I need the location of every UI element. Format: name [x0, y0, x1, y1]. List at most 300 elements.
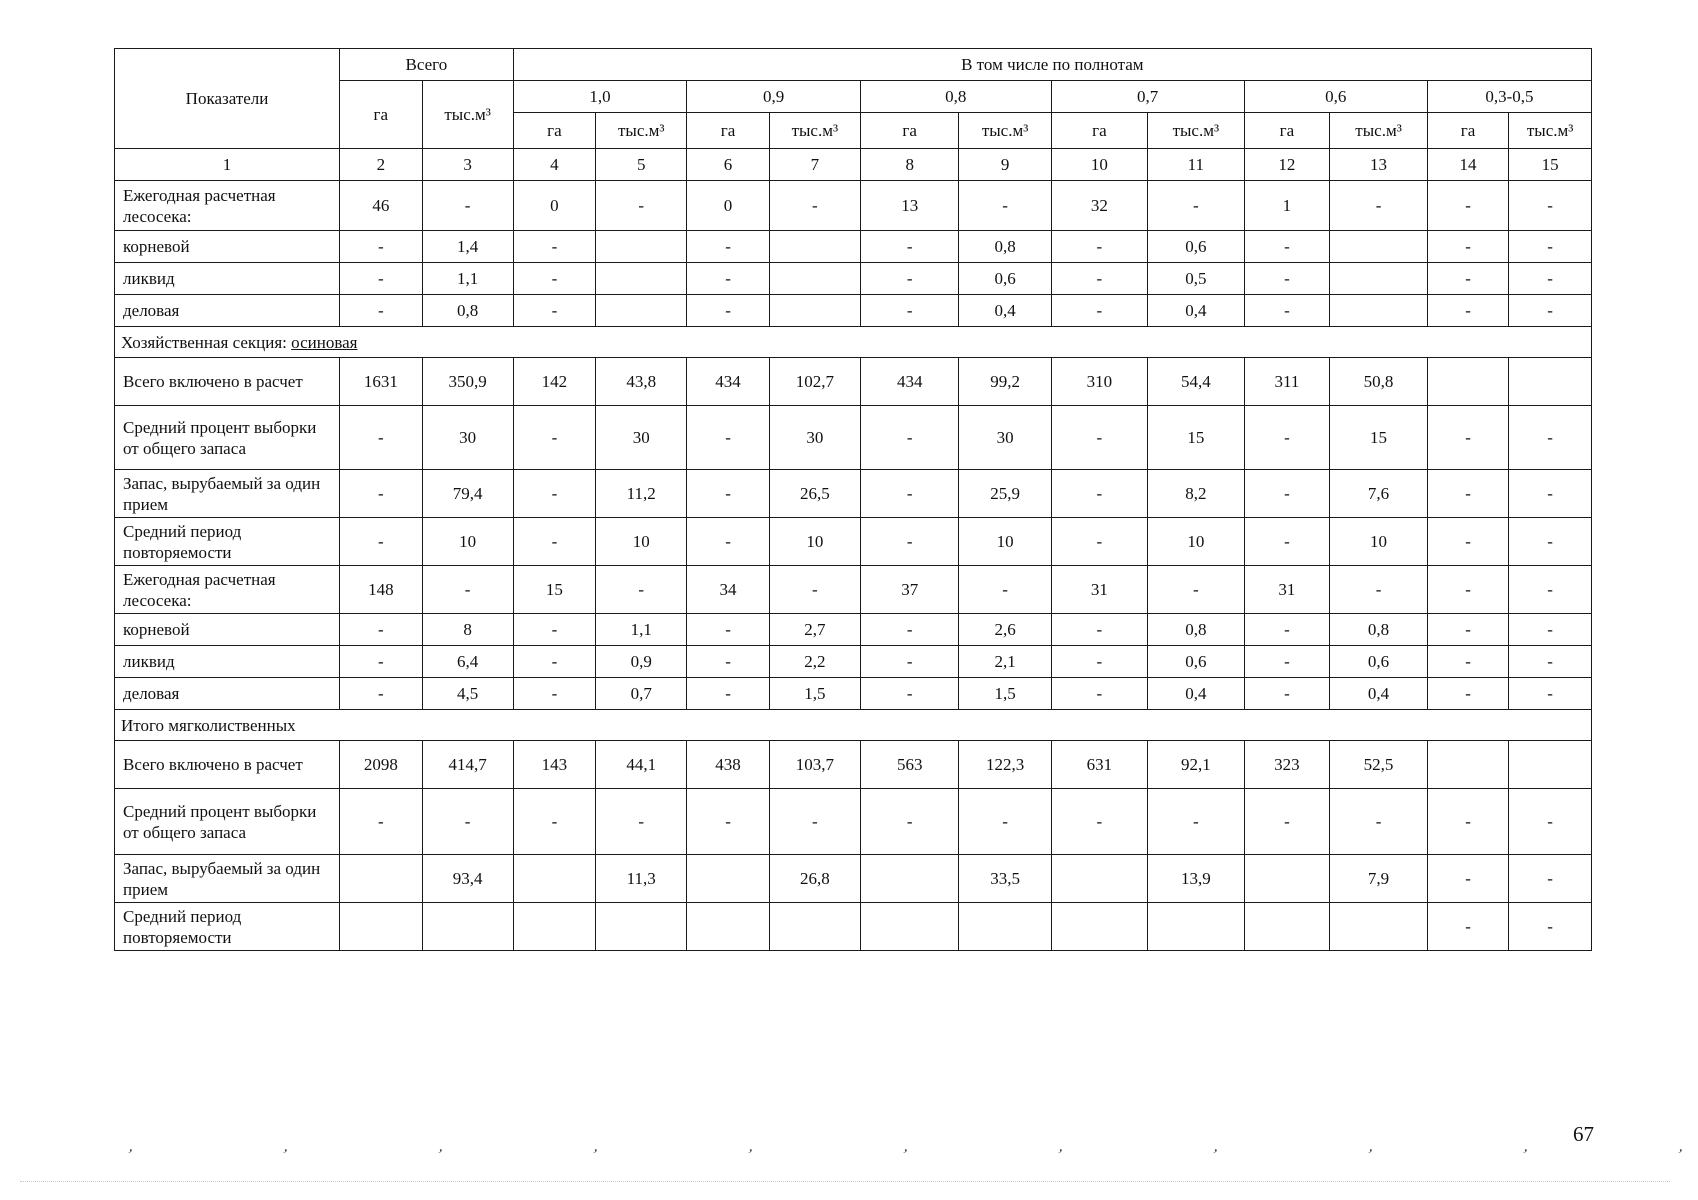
table-cell [687, 903, 770, 951]
table-cell [687, 855, 770, 903]
table-cell: - [860, 406, 959, 470]
table-cell: 0,6 [959, 263, 1051, 295]
table-cell: 563 [860, 741, 959, 789]
table-cell: 54,4 [1148, 358, 1244, 406]
table-cell: - [596, 181, 687, 231]
table-cell: 30 [422, 406, 513, 470]
table-cell: 10 [1148, 518, 1244, 566]
table-row [115, 295, 1592, 327]
table-cell: - [1244, 263, 1330, 295]
header-volume: тыс.м³ [1509, 113, 1592, 149]
table-row [115, 358, 1592, 406]
table-cell: - [340, 470, 423, 518]
table-cell [860, 855, 959, 903]
table-cell: - [1509, 678, 1592, 710]
table-cell: 0,4 [959, 295, 1051, 327]
table-cell: - [959, 789, 1051, 855]
table-cell: - [1509, 406, 1592, 470]
header-volume: тыс.м³ [1330, 113, 1428, 149]
table-cell: 102,7 [769, 358, 860, 406]
table-cell: - [1427, 566, 1508, 614]
header-ha: га [1427, 113, 1508, 149]
table-cell: 323 [1244, 741, 1330, 789]
table-cell: 1,5 [959, 678, 1051, 710]
header-volume: тыс.м³ [769, 113, 860, 149]
table-cell: - [1509, 181, 1592, 231]
table-cell [1330, 231, 1428, 263]
table-row [115, 614, 1592, 646]
table-cell [596, 263, 687, 295]
column-number: 3 [422, 149, 513, 181]
table-cell: 434 [687, 358, 770, 406]
table-cell: - [1244, 614, 1330, 646]
table-cell: 10 [422, 518, 513, 566]
table-cell: 7,9 [1330, 855, 1428, 903]
table-cell [1509, 741, 1592, 789]
table-cell: 6,4 [422, 646, 513, 678]
row-label: Запас, вырубаемый за один прием [115, 855, 340, 903]
table-row [115, 678, 1592, 710]
header-total-volume: тыс.м³ [422, 81, 513, 149]
table-cell: 34 [687, 566, 770, 614]
table-cell: 1,1 [422, 263, 513, 295]
header-density: 1,0 [513, 81, 687, 113]
row-label: Ежегодная расчетная лесосека: [115, 181, 340, 231]
table-cell: - [1244, 789, 1330, 855]
table-cell: 0 [513, 181, 596, 231]
table-cell: 0,5 [1148, 263, 1244, 295]
table-cell: - [513, 614, 596, 646]
table-cell [1330, 263, 1428, 295]
table-cell [340, 903, 423, 951]
table-cell: 0,8 [1330, 614, 1428, 646]
table-cell: 37 [860, 566, 959, 614]
table-cell: - [513, 678, 596, 710]
table-cell: - [687, 231, 770, 263]
table-cell: - [1427, 678, 1508, 710]
table-cell: - [1148, 181, 1244, 231]
table-cell: - [1509, 231, 1592, 263]
table-row [115, 518, 1592, 566]
column-number: 12 [1244, 149, 1330, 181]
column-number: 9 [959, 149, 1051, 181]
section-prefix: Хозяйственная секция: [121, 332, 292, 352]
table-cell: - [1509, 566, 1592, 614]
header-indicators: Показатели [115, 49, 340, 149]
table-cell: 46 [340, 181, 423, 231]
column-number: 6 [687, 149, 770, 181]
table-cell: 25,9 [959, 470, 1051, 518]
table-cell: - [860, 678, 959, 710]
table-cell: - [1427, 263, 1508, 295]
table-cell: 0,6 [1148, 231, 1244, 263]
column-number: 1 [115, 149, 340, 181]
table-cell: - [1148, 789, 1244, 855]
table-cell: 0,4 [1148, 295, 1244, 327]
table-cell: - [769, 789, 860, 855]
table-cell [1330, 295, 1428, 327]
table-cell: 10 [1330, 518, 1428, 566]
row-label: Средний период повторяемости [115, 518, 340, 566]
header-density: 0,3-0,5 [1427, 81, 1591, 113]
table-cell: 122,3 [959, 741, 1051, 789]
table-cell: 0,4 [1330, 678, 1428, 710]
table-cell [596, 903, 687, 951]
table-row [115, 741, 1592, 789]
table-cell: 10 [959, 518, 1051, 566]
table-cell [1051, 903, 1147, 951]
table-cell: 8,2 [1148, 470, 1244, 518]
table-cell: 414,7 [422, 741, 513, 789]
table-cell: 7,6 [1330, 470, 1428, 518]
table-cell: 15 [1148, 406, 1244, 470]
column-number: 11 [1148, 149, 1244, 181]
table-cell: - [596, 789, 687, 855]
soft-section-header [115, 710, 1592, 741]
table-cell: 15 [513, 566, 596, 614]
table-cell: - [1427, 903, 1508, 951]
table-row [115, 181, 1592, 231]
table-cell [769, 263, 860, 295]
table-cell: - [513, 406, 596, 470]
table-cell [1427, 741, 1508, 789]
table-cell: - [1244, 518, 1330, 566]
table-cell: - [687, 518, 770, 566]
row-label: Всего включено в расчет [115, 358, 340, 406]
table-cell: - [513, 518, 596, 566]
table-cell: - [340, 518, 423, 566]
table-cell: 30 [596, 406, 687, 470]
table-cell: - [422, 566, 513, 614]
table-cell: - [513, 231, 596, 263]
table-cell: 26,8 [769, 855, 860, 903]
table-cell: 10 [596, 518, 687, 566]
soft-rows-body [115, 741, 1592, 951]
table-cell: - [1427, 470, 1508, 518]
table-cell [596, 295, 687, 327]
table-cell: 350,9 [422, 358, 513, 406]
scan-marks: , , , , , , , , , , , [127, 1137, 1687, 1156]
header-total: Всего [340, 49, 514, 81]
table-cell: - [1427, 789, 1508, 855]
table-cell: 310 [1051, 358, 1147, 406]
header-density: 0,9 [687, 81, 861, 113]
table-cell: 52,5 [1330, 741, 1428, 789]
table-cell [860, 903, 959, 951]
table-cell [596, 231, 687, 263]
row-label: корневой [115, 231, 340, 263]
header-ha: га [1051, 113, 1147, 149]
table-cell: - [1244, 231, 1330, 263]
section-aspen-name: осиновая [291, 332, 358, 352]
table-row [115, 789, 1592, 855]
table-cell: 0,9 [596, 646, 687, 678]
table-cell: - [422, 181, 513, 231]
table-cell: - [1427, 231, 1508, 263]
header-density: 0,6 [1244, 81, 1427, 113]
table-cell: - [1427, 295, 1508, 327]
column-number: 4 [513, 149, 596, 181]
table-row [115, 263, 1592, 295]
table-cell: - [1244, 470, 1330, 518]
header-incl-by-density: В том числе по полнотам [513, 49, 1591, 81]
table-cell: - [1244, 295, 1330, 327]
scan-artifact-line [20, 1181, 1670, 1182]
header-ha: га [513, 113, 596, 149]
header-volume: тыс.м³ [959, 113, 1051, 149]
table-cell: - [687, 646, 770, 678]
table-cell: 0 [687, 181, 770, 231]
table-cell: 31 [1244, 566, 1330, 614]
table-cell: - [1427, 646, 1508, 678]
table-cell: 103,7 [769, 741, 860, 789]
table-cell: 0,8 [1148, 614, 1244, 646]
table-cell: 2098 [340, 741, 423, 789]
table-cell: 2,7 [769, 614, 860, 646]
table-cell: - [422, 789, 513, 855]
table-cell: 10 [769, 518, 860, 566]
table-cell: - [1051, 646, 1147, 678]
table-cell: 11,3 [596, 855, 687, 903]
forest-data-table [114, 48, 1592, 951]
table-cell: - [513, 789, 596, 855]
row-label: деловая [115, 678, 340, 710]
row-label: Средний процент выборки от общего запаса [115, 789, 340, 855]
table-cell: - [1051, 263, 1147, 295]
table-row [115, 406, 1592, 470]
table-cell: 143 [513, 741, 596, 789]
table-cell: - [959, 181, 1051, 231]
table-cell [340, 855, 423, 903]
table-cell: 50,8 [1330, 358, 1428, 406]
column-number: 5 [596, 149, 687, 181]
row-label: Средний период повторяемости [115, 903, 340, 951]
table-cell: - [340, 789, 423, 855]
table-cell: 148 [340, 566, 423, 614]
table-cell: - [1330, 566, 1428, 614]
row-label: Всего включено в расчет [115, 741, 340, 789]
table-cell: - [340, 231, 423, 263]
table-cell: 0,8 [422, 295, 513, 327]
page-number: 67 [1573, 1122, 1594, 1146]
table-cell: - [1051, 470, 1147, 518]
table-cell: 2,6 [959, 614, 1051, 646]
row-label: Средний процент выборки от общего запаса [115, 406, 340, 470]
table-cell: - [1509, 518, 1592, 566]
table-cell: 1631 [340, 358, 423, 406]
table-cell: 99,2 [959, 358, 1051, 406]
header-total-ha: га [340, 81, 423, 149]
table-cell: - [340, 406, 423, 470]
table-cell [1427, 358, 1508, 406]
table-cell: - [1148, 566, 1244, 614]
table-cell: - [687, 406, 770, 470]
table-cell: 30 [769, 406, 860, 470]
row-label: ликвид [115, 646, 340, 678]
table-cell: - [687, 614, 770, 646]
table-row [115, 566, 1592, 614]
header-density: 0,8 [860, 81, 1051, 113]
table-cell: 1,1 [596, 614, 687, 646]
table-row [115, 646, 1592, 678]
column-number: 7 [769, 149, 860, 181]
row-label: корневой [115, 614, 340, 646]
table-cell: - [340, 295, 423, 327]
column-number: 10 [1051, 149, 1147, 181]
table-cell: 0,7 [596, 678, 687, 710]
table-cell: 631 [1051, 741, 1147, 789]
table-cell: - [1051, 789, 1147, 855]
table-cell [769, 903, 860, 951]
table-cell: 438 [687, 741, 770, 789]
table-cell: 1,5 [769, 678, 860, 710]
table-cell [422, 903, 513, 951]
table-cell: 15 [1330, 406, 1428, 470]
table-cell: - [513, 646, 596, 678]
table-cell: - [596, 566, 687, 614]
table-cell: - [1244, 646, 1330, 678]
header-volume: тыс.м³ [596, 113, 687, 149]
table-cell [769, 231, 860, 263]
table-cell: 0,8 [959, 231, 1051, 263]
table-cell: 0,6 [1148, 646, 1244, 678]
table-cell: - [860, 263, 959, 295]
table-cell: - [1509, 903, 1592, 951]
table-cell: - [1509, 855, 1592, 903]
table-cell: - [959, 566, 1051, 614]
table-cell: - [1427, 614, 1508, 646]
table-cell: - [1330, 789, 1428, 855]
table-cell: - [1244, 406, 1330, 470]
column-number: 2 [340, 149, 423, 181]
header-density: 0,7 [1051, 81, 1244, 113]
table-cell: 26,5 [769, 470, 860, 518]
column-number-row [115, 149, 1592, 181]
row-label: Запас, вырубаемый за один прием [115, 470, 340, 518]
table-cell: 92,1 [1148, 741, 1244, 789]
header-ha: га [860, 113, 959, 149]
table-cell: 1 [1244, 181, 1330, 231]
table-cell: - [1051, 295, 1147, 327]
table-cell: - [1509, 646, 1592, 678]
table-cell: 11,2 [596, 470, 687, 518]
table-cell: - [860, 518, 959, 566]
table-cell: - [1509, 614, 1592, 646]
table-cell: 1,4 [422, 231, 513, 263]
table-cell: - [1427, 181, 1508, 231]
table-cell: - [1509, 470, 1592, 518]
table-cell [1051, 855, 1147, 903]
column-number: 14 [1427, 149, 1508, 181]
table-cell: 434 [860, 358, 959, 406]
table-cell: - [687, 470, 770, 518]
table-cell: - [687, 789, 770, 855]
table-cell: 32 [1051, 181, 1147, 231]
table-cell: 33,5 [959, 855, 1051, 903]
table-row [115, 231, 1592, 263]
table-cell: - [340, 614, 423, 646]
table-cell [1244, 903, 1330, 951]
table-cell: - [513, 295, 596, 327]
table-cell: - [1427, 518, 1508, 566]
table-cell: - [1427, 406, 1508, 470]
table-cell: 44,1 [596, 741, 687, 789]
table-cell: - [1509, 295, 1592, 327]
table-row [115, 855, 1592, 903]
table-cell: 0,4 [1148, 678, 1244, 710]
table-cell: - [1051, 231, 1147, 263]
table-cell: - [1051, 614, 1147, 646]
section-aspen-title [115, 327, 1592, 358]
table-cell: - [1051, 678, 1147, 710]
table-cell: 8 [422, 614, 513, 646]
header-ha: га [687, 113, 770, 149]
table-cell [1330, 903, 1428, 951]
table-cell: - [687, 295, 770, 327]
header-volume: тыс.м³ [1148, 113, 1244, 149]
table-cell: - [340, 646, 423, 678]
table-cell: 31 [1051, 566, 1147, 614]
table-cell [1509, 358, 1592, 406]
table-cell: - [687, 678, 770, 710]
table-cell: 311 [1244, 358, 1330, 406]
table-cell: 93,4 [422, 855, 513, 903]
top-rows-body [115, 181, 1592, 327]
table-cell: 13,9 [1148, 855, 1244, 903]
table-cell: - [1427, 855, 1508, 903]
table-cell: - [340, 678, 423, 710]
section-soft-title: Итого мягколиственных [115, 710, 1592, 741]
table-cell: - [769, 566, 860, 614]
table-cell: - [340, 263, 423, 295]
table-cell: 2,1 [959, 646, 1051, 678]
table-cell: - [769, 181, 860, 231]
row-label: деловая [115, 295, 340, 327]
table-cell: 43,8 [596, 358, 687, 406]
column-number: 15 [1509, 149, 1592, 181]
table-cell [959, 903, 1051, 951]
table-cell: - [513, 263, 596, 295]
column-number: 13 [1330, 149, 1428, 181]
table-cell: - [860, 646, 959, 678]
table-cell: - [513, 470, 596, 518]
table-cell: - [1244, 678, 1330, 710]
table-cell: 142 [513, 358, 596, 406]
aspen-section-header [115, 327, 1592, 358]
table-cell: - [1051, 518, 1147, 566]
table-cell: - [860, 614, 959, 646]
table-cell: 79,4 [422, 470, 513, 518]
table-cell: - [1509, 263, 1592, 295]
table-cell: - [860, 470, 959, 518]
table-cell: 30 [959, 406, 1051, 470]
aspen-rows-body [115, 358, 1592, 710]
table-cell: - [1509, 789, 1592, 855]
table-header [115, 49, 1592, 181]
table-cell [769, 295, 860, 327]
column-number: 8 [860, 149, 959, 181]
table-cell: - [1330, 181, 1428, 231]
table-row [115, 470, 1592, 518]
table-cell [1244, 855, 1330, 903]
table-cell: 2,2 [769, 646, 860, 678]
table-cell: - [860, 231, 959, 263]
table-cell [513, 855, 596, 903]
table-cell: 4,5 [422, 678, 513, 710]
row-label: Ежегодная расчетная лесосека: [115, 566, 340, 614]
row-label: ликвид [115, 263, 340, 295]
header-ha: га [1244, 113, 1330, 149]
